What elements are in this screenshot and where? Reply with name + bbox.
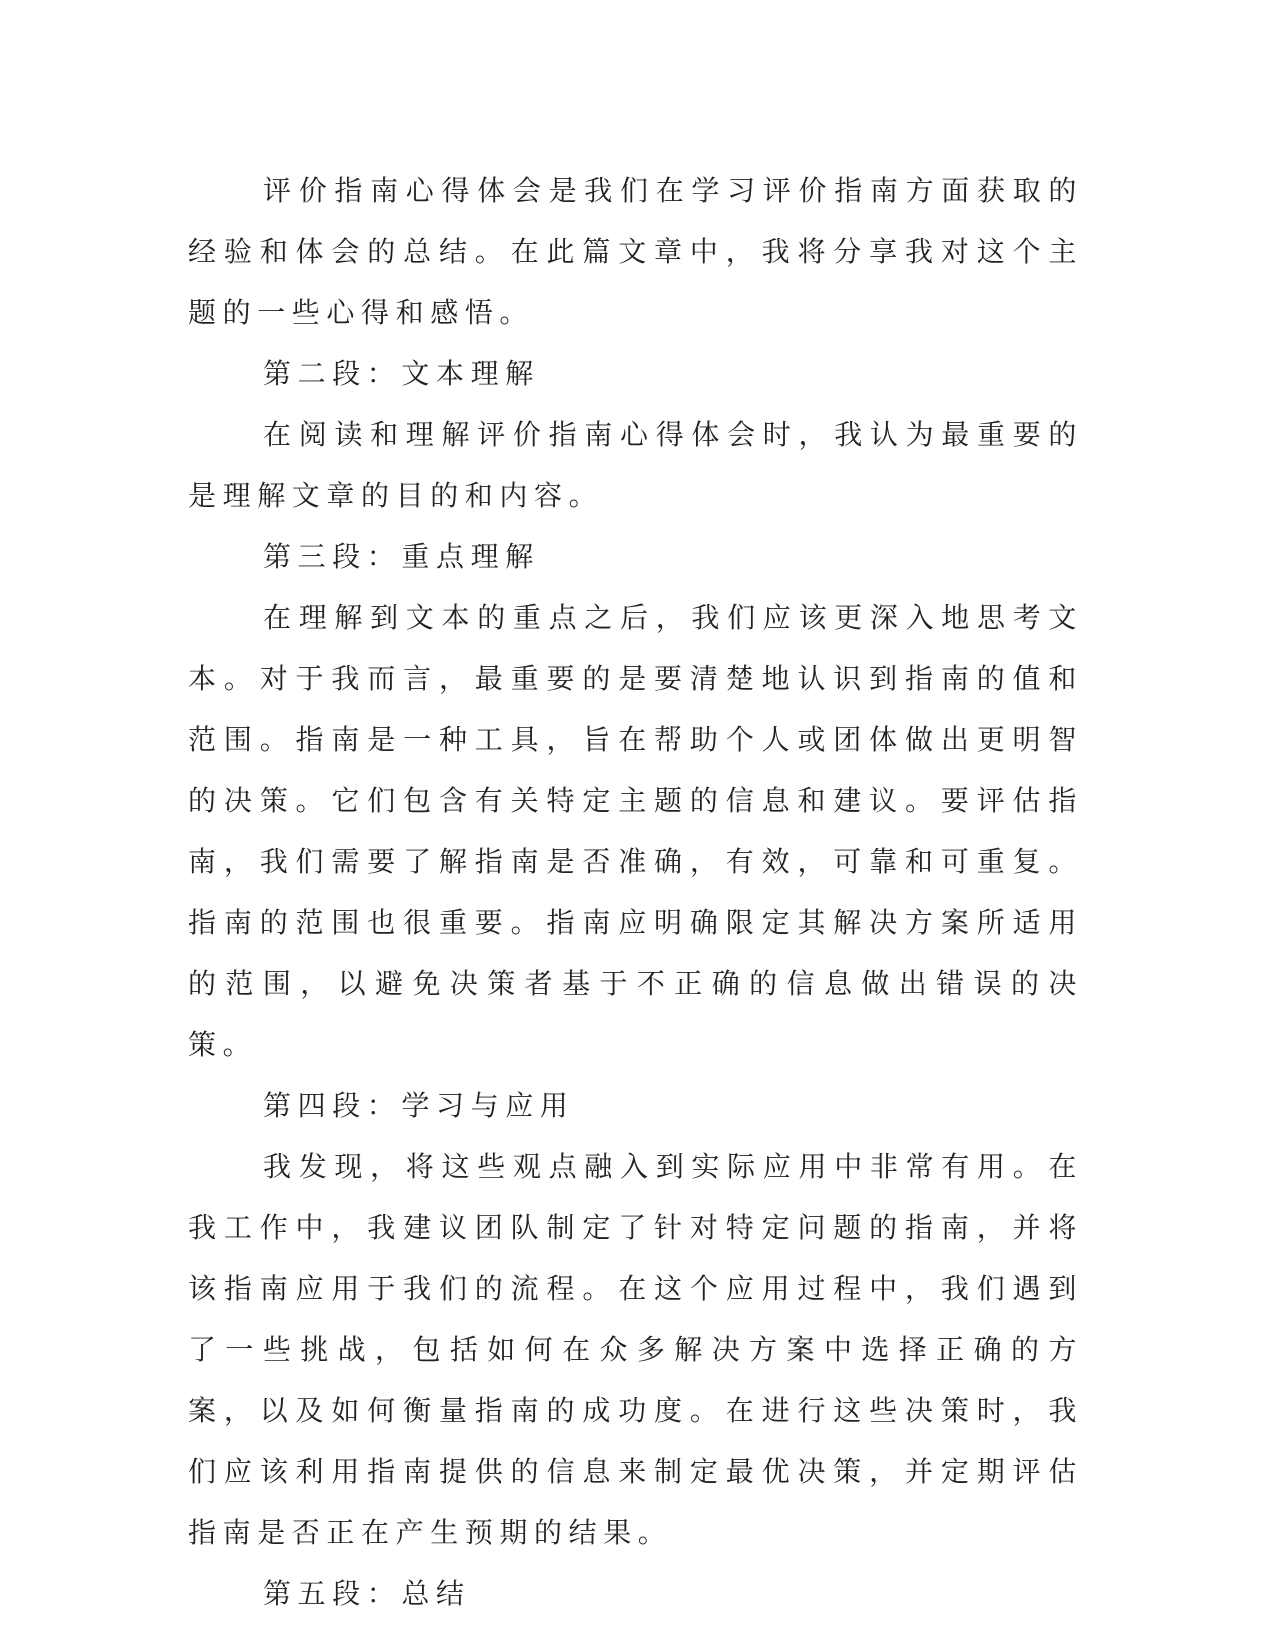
section-heading-5: 第五段：总结 bbox=[263, 1577, 471, 1610]
paragraph-text-understanding: 在阅读和理解评价指南心得体会时，我认为最重要的是理解文章的目的和内容。 bbox=[188, 418, 1083, 512]
section-heading-4: 第四段：学习与应用 bbox=[263, 1089, 575, 1122]
paragraph-learning-application: 我发现，将这些观点融入到实际应用中非常有用。在我工作中，我建议团队制定了针对特定问题的指南，并将该指南应用于我们的流程。在这个应用过程中，我们遇到了一些挑战，包括如何在众多解决方案中选择正确的方案，以及如何衡量指南的成功度。在进行这些决策时，我们应该利用指南提供的信息来制定最优决策，并定期评估指南是否正在产生预期的结果。 bbox=[188, 1150, 1083, 1549]
section-heading-3: 第三段：重点理解 bbox=[263, 540, 540, 573]
section-heading-2: 第二段：文本理解 bbox=[263, 357, 540, 390]
document-body bbox=[188, 160, 1083, 1624]
paragraph-intro: 评价指南心得体会是我们在学习评价指南方面获取的经验和体会的总结。在此篇文章中，我将分享我对这个主题的一些心得和感悟。 bbox=[188, 174, 1083, 329]
paragraph-key-understanding: 在理解到文本的重点之后，我们应该更深入地思考文本。对于我而言，最重要的是要清楚地认识到指南的值和范围。指南是一种工具，旨在帮助个人或团体做出更明智的决策。它们包含有关特定主题的信息和建议。要评估指南，我们需要了解指南是否准确，有效，可靠和可重复。指南的范围也很重要。指南应明确限定其解决方案所适用的范围，以避免决策者基于不正确的信息做出错误的决策。 bbox=[188, 601, 1083, 1061]
